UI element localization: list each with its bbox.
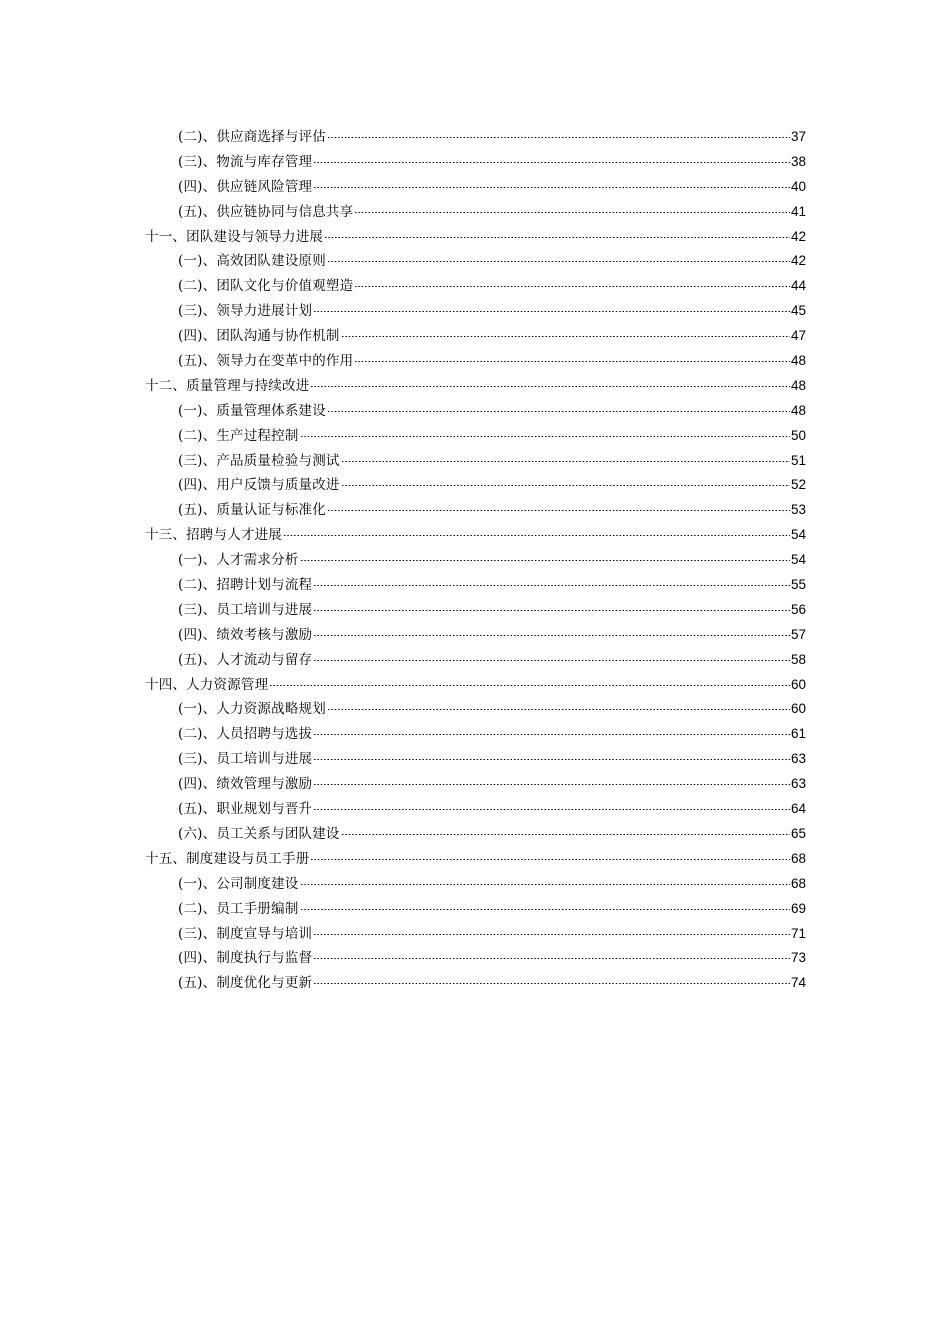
toc-section-entry[interactable] xyxy=(145,747,806,772)
toc-dot-leader xyxy=(300,436,790,437)
toc-dot-leader xyxy=(324,237,790,238)
toc-entry-title: (三)、产品质量检验与测试 xyxy=(178,452,340,469)
toc-section-entry[interactable] xyxy=(145,473,806,498)
toc-entry-title: (五)、领导力在变革中的作用 xyxy=(178,353,354,370)
toc-section-entry[interactable] xyxy=(145,598,806,623)
toc-section-entry[interactable] xyxy=(145,324,806,349)
toc-section-entry[interactable] xyxy=(145,150,806,175)
toc-page-number: 48 xyxy=(790,377,806,393)
toc-section-entry[interactable] xyxy=(145,399,806,424)
toc-section-entry[interactable] xyxy=(145,125,806,150)
toc-entry-title: 十二、质量管理与持续改进 xyxy=(145,377,310,394)
toc-section-entry[interactable] xyxy=(145,249,806,274)
toc-chapter-entry[interactable] xyxy=(145,225,806,250)
toc-entry-title: (三)、制度宣导与培训 xyxy=(178,925,313,942)
toc-page-number: 45 xyxy=(790,303,806,319)
toc-dot-leader xyxy=(313,610,790,611)
toc-page-number: 68 xyxy=(790,850,806,866)
toc-section-entry[interactable] xyxy=(145,623,806,648)
toc-entry-title: (一)、公司制度建设 xyxy=(178,875,299,892)
toc-dot-leader xyxy=(341,336,790,337)
toc-page-number: 54 xyxy=(790,527,806,543)
toc-entry-title: (四)、绩效管理与激励 xyxy=(178,776,313,793)
toc-dot-leader xyxy=(313,784,790,785)
toc-entry-title: 十四、人力资源管理 xyxy=(145,676,269,693)
toc-entry-title: (三)、员工培训与进展 xyxy=(178,601,313,618)
toc-section-entry[interactable] xyxy=(145,274,806,299)
toc-dot-leader xyxy=(341,461,790,462)
toc-section-entry[interactable] xyxy=(145,548,806,573)
toc-section-entry[interactable] xyxy=(145,922,806,947)
toc-dot-leader xyxy=(310,386,790,387)
toc-section-entry[interactable] xyxy=(145,971,806,996)
toc-section-entry[interactable] xyxy=(145,772,806,797)
toc-dot-leader xyxy=(313,162,790,163)
toc-dot-leader xyxy=(313,585,790,586)
toc-page-number: 38 xyxy=(790,153,806,169)
toc-section-entry[interactable] xyxy=(145,897,806,922)
toc-page-number: 56 xyxy=(790,601,806,617)
toc-section-entry[interactable] xyxy=(145,175,806,200)
toc-entry-title: (二)、团队文化与价值观塑造 xyxy=(178,278,354,295)
toc-chapter-entry[interactable] xyxy=(145,374,806,399)
toc-dot-leader xyxy=(313,983,790,984)
toc-entry-title: (四)、团队沟通与协作机制 xyxy=(178,328,340,345)
toc-chapter-entry[interactable] xyxy=(145,673,806,698)
toc-dot-leader xyxy=(341,485,790,486)
toc-entry-title: 十三、招聘与人才进展 xyxy=(145,527,282,544)
toc-section-entry[interactable] xyxy=(145,722,806,747)
toc-section-entry[interactable] xyxy=(145,822,806,847)
toc-dot-leader xyxy=(313,809,790,810)
toc-page-number: 65 xyxy=(790,825,806,841)
toc-section-entry[interactable] xyxy=(145,449,806,474)
toc-entry-title: (五)、职业规划与晋升 xyxy=(178,801,313,818)
toc-dot-leader xyxy=(327,137,790,138)
toc-page-number: 58 xyxy=(790,651,806,667)
toc-page-number: 37 xyxy=(790,129,806,144)
toc-page-number: 44 xyxy=(790,278,806,294)
toc-page-number: 42 xyxy=(790,228,806,244)
toc-dot-leader xyxy=(310,859,790,860)
toc-dot-leader xyxy=(269,685,790,686)
toc-page-number: 40 xyxy=(790,178,806,194)
toc-dot-leader xyxy=(300,884,790,885)
toc-dot-leader xyxy=(313,759,790,760)
toc-dot-leader xyxy=(313,660,790,661)
toc-dot-leader xyxy=(313,934,790,935)
toc-section-entry[interactable] xyxy=(145,697,806,722)
toc-dot-leader xyxy=(341,834,790,835)
toc-entry-title: (五)、人才流动与留存 xyxy=(178,651,313,668)
toc-dot-leader xyxy=(327,261,790,262)
toc-page-number: 74 xyxy=(790,975,806,991)
toc-page-number: 64 xyxy=(790,801,806,817)
toc-page-number: 60 xyxy=(790,676,806,692)
toc-entry-title: (二)、人员招聘与选拔 xyxy=(178,726,313,743)
toc-dot-leader xyxy=(354,286,790,287)
toc-entry-title: (二)、生产过程控制 xyxy=(178,427,299,444)
toc-page-number: 48 xyxy=(790,402,806,418)
toc-page-number: 60 xyxy=(790,701,806,717)
toc-dot-leader xyxy=(313,958,790,959)
toc-page-number: 51 xyxy=(790,452,806,468)
toc-section-entry[interactable] xyxy=(145,872,806,897)
toc-entry-title: (四)、制度执行与监督 xyxy=(178,950,313,967)
toc-section-entry[interactable] xyxy=(145,573,806,598)
toc-entry-title: (五)、供应链协同与信息共享 xyxy=(178,203,354,220)
toc-page-number: 53 xyxy=(790,502,806,518)
toc-page-number: 63 xyxy=(790,776,806,792)
toc-section-entry[interactable] xyxy=(145,648,806,673)
toc-entry-title: (二)、员工手册编制 xyxy=(178,900,299,917)
toc-dot-leader xyxy=(327,709,790,710)
toc-section-entry[interactable] xyxy=(145,349,806,374)
toc-entry-title: (四)、绩效考核与激励 xyxy=(178,626,313,643)
toc-page-number: 42 xyxy=(790,253,806,269)
toc-chapter-entry[interactable] xyxy=(145,523,806,548)
toc-page-number: 57 xyxy=(790,626,806,642)
table-of-contents xyxy=(145,125,806,996)
toc-dot-leader xyxy=(313,734,790,735)
toc-page-number: 61 xyxy=(790,726,806,742)
toc-entry-title: (一)、高效团队建设原则 xyxy=(178,253,326,270)
toc-dot-leader xyxy=(354,212,790,213)
toc-page-number: 63 xyxy=(790,751,806,767)
toc-page-number: 50 xyxy=(790,427,806,443)
toc-entry-title: (三)、物流与库存管理 xyxy=(178,153,313,170)
toc-dot-leader xyxy=(327,411,790,412)
toc-entry-title: (三)、领导力进展计划 xyxy=(178,303,313,320)
toc-entry-title: (四)、用户反馈与质量改进 xyxy=(178,477,340,494)
toc-entry-title: (二)、招聘计划与流程 xyxy=(178,577,313,594)
toc-page-number: 52 xyxy=(790,477,806,493)
toc-dot-leader xyxy=(300,909,790,910)
toc-entry-title: (四)、供应链风险管理 xyxy=(178,178,313,195)
toc-page-number: 55 xyxy=(790,577,806,593)
toc-section-entry[interactable] xyxy=(145,200,806,225)
toc-page-number: 47 xyxy=(790,328,806,344)
toc-page-number: 69 xyxy=(790,900,806,916)
toc-dot-leader xyxy=(283,535,790,536)
toc-entry-title: (三)、员工培训与进展 xyxy=(178,751,313,768)
toc-dot-leader xyxy=(300,560,790,561)
toc-dot-leader xyxy=(327,510,790,511)
toc-entry-title: (六)、员工关系与团队建设 xyxy=(178,825,340,842)
toc-page-number: 48 xyxy=(790,353,806,369)
toc-page-number: 54 xyxy=(790,552,806,568)
toc-entry-title: (二)、供应商选择与评估 xyxy=(178,129,326,145)
toc-dot-leader xyxy=(354,361,790,362)
toc-entry-title: (五)、质量认证与标准化 xyxy=(178,502,326,519)
toc-entry-title: (一)、人力资源战略规划 xyxy=(178,701,326,718)
toc-section-entry[interactable] xyxy=(145,424,806,449)
toc-entry-title: (一)、人才需求分析 xyxy=(178,552,299,569)
toc-entry-title: 十五、制度建设与员工手册 xyxy=(145,850,310,867)
toc-page-number: 71 xyxy=(790,925,806,941)
toc-page-number: 68 xyxy=(790,875,806,891)
toc-section-entry[interactable] xyxy=(145,299,806,324)
toc-entry-title: (五)、制度优化与更新 xyxy=(178,975,313,992)
toc-section-entry[interactable] xyxy=(145,498,806,523)
toc-chapter-entry[interactable] xyxy=(145,847,806,872)
toc-dot-leader xyxy=(313,187,790,188)
toc-entry-title: 十一、团队建设与领导力进展 xyxy=(145,228,324,245)
toc-dot-leader xyxy=(313,311,790,312)
toc-entry-title: (一)、质量管理体系建设 xyxy=(178,402,326,419)
toc-dot-leader xyxy=(313,635,790,636)
toc-section-entry[interactable] xyxy=(145,946,806,971)
toc-page-number: 41 xyxy=(790,203,806,219)
toc-section-entry[interactable] xyxy=(145,797,806,822)
toc-page-number: 73 xyxy=(790,950,806,966)
